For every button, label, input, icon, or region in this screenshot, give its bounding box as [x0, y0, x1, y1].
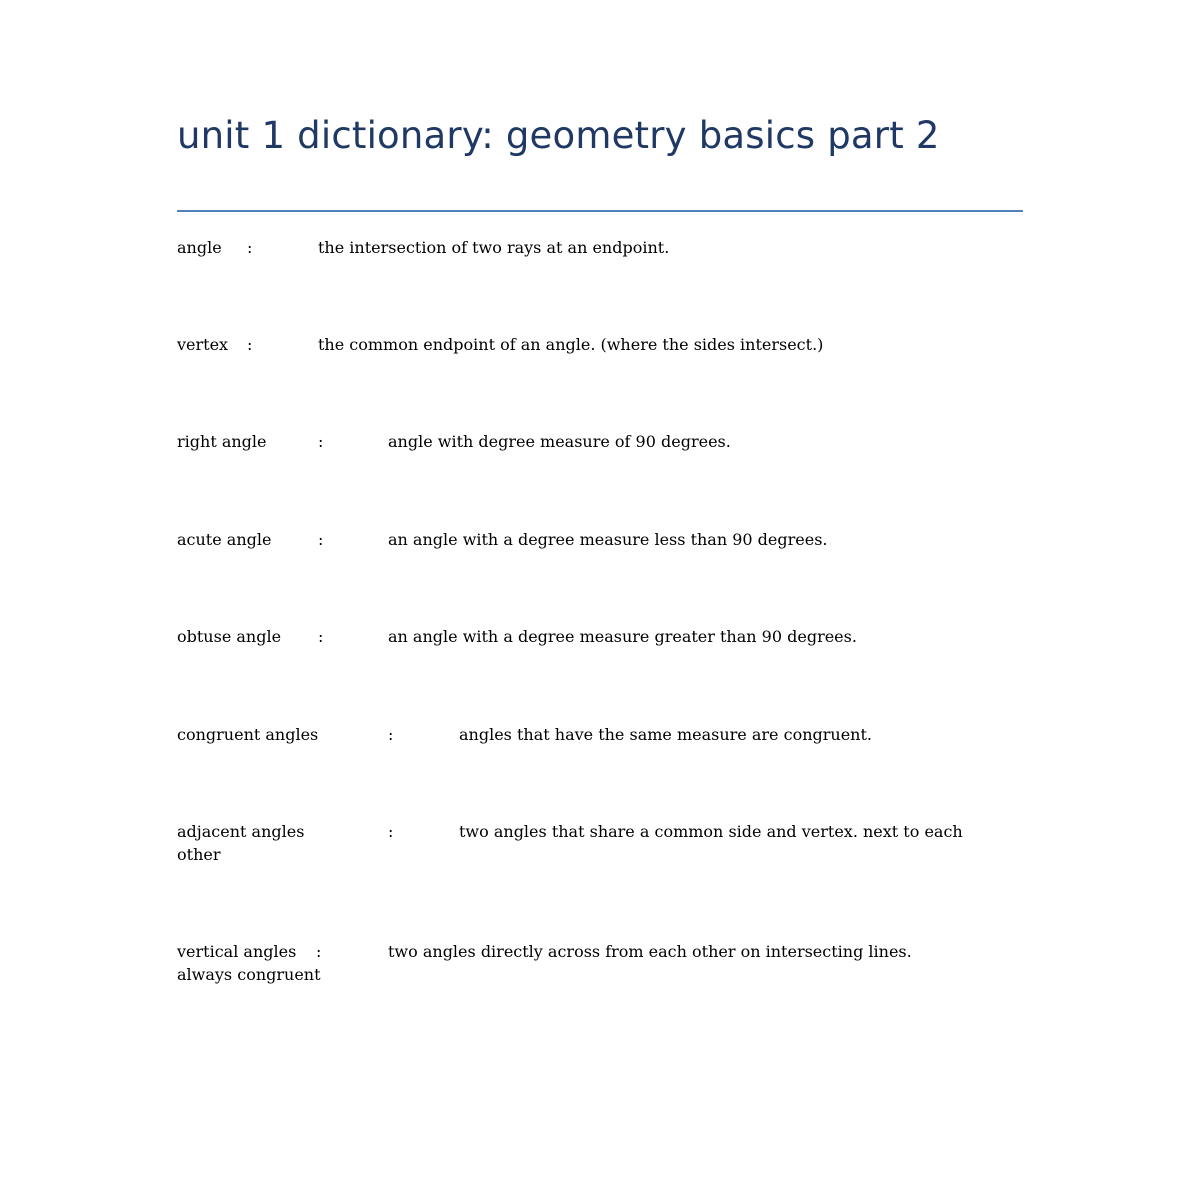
page-title: unit 1 dictionary: geometry basics part 2	[177, 114, 940, 157]
definition: an angle with a degree measure greater than 90 degrees.	[388, 627, 857, 646]
separator: :	[388, 725, 394, 744]
separator: :	[318, 627, 324, 646]
term: acute angle	[177, 530, 272, 549]
definition-continuation: other	[177, 845, 221, 864]
term: vertical angles	[177, 942, 297, 961]
separator: :	[318, 530, 324, 549]
separator: :	[316, 942, 322, 961]
definition-continuation: always congruent	[177, 965, 321, 984]
separator: :	[388, 822, 394, 841]
definition: two angles directly across from each other on intersecting lines.	[388, 942, 912, 961]
term: right angle	[177, 432, 267, 451]
definition: an angle with a degree measure less than 90 degrees.	[388, 530, 828, 549]
separator: :	[318, 432, 324, 451]
term: adjacent angles	[177, 822, 305, 841]
separator: :	[247, 238, 253, 257]
term: angle	[177, 238, 222, 257]
definition: the common endpoint of an angle. (where the sides intersect.)	[318, 335, 824, 354]
separator: :	[247, 335, 253, 354]
title-underline	[177, 210, 1023, 212]
definition: two angles that share a common side and vertex. next to each	[459, 822, 963, 841]
definition: the intersection of two rays at an endpoint.	[318, 238, 670, 257]
definition: angles that have the same measure are congruent.	[459, 725, 872, 744]
term: obtuse angle	[177, 627, 282, 646]
term: congruent angles	[177, 725, 319, 744]
definition: angle with degree measure of 90 degrees.	[388, 432, 731, 451]
term: vertex	[177, 335, 229, 354]
